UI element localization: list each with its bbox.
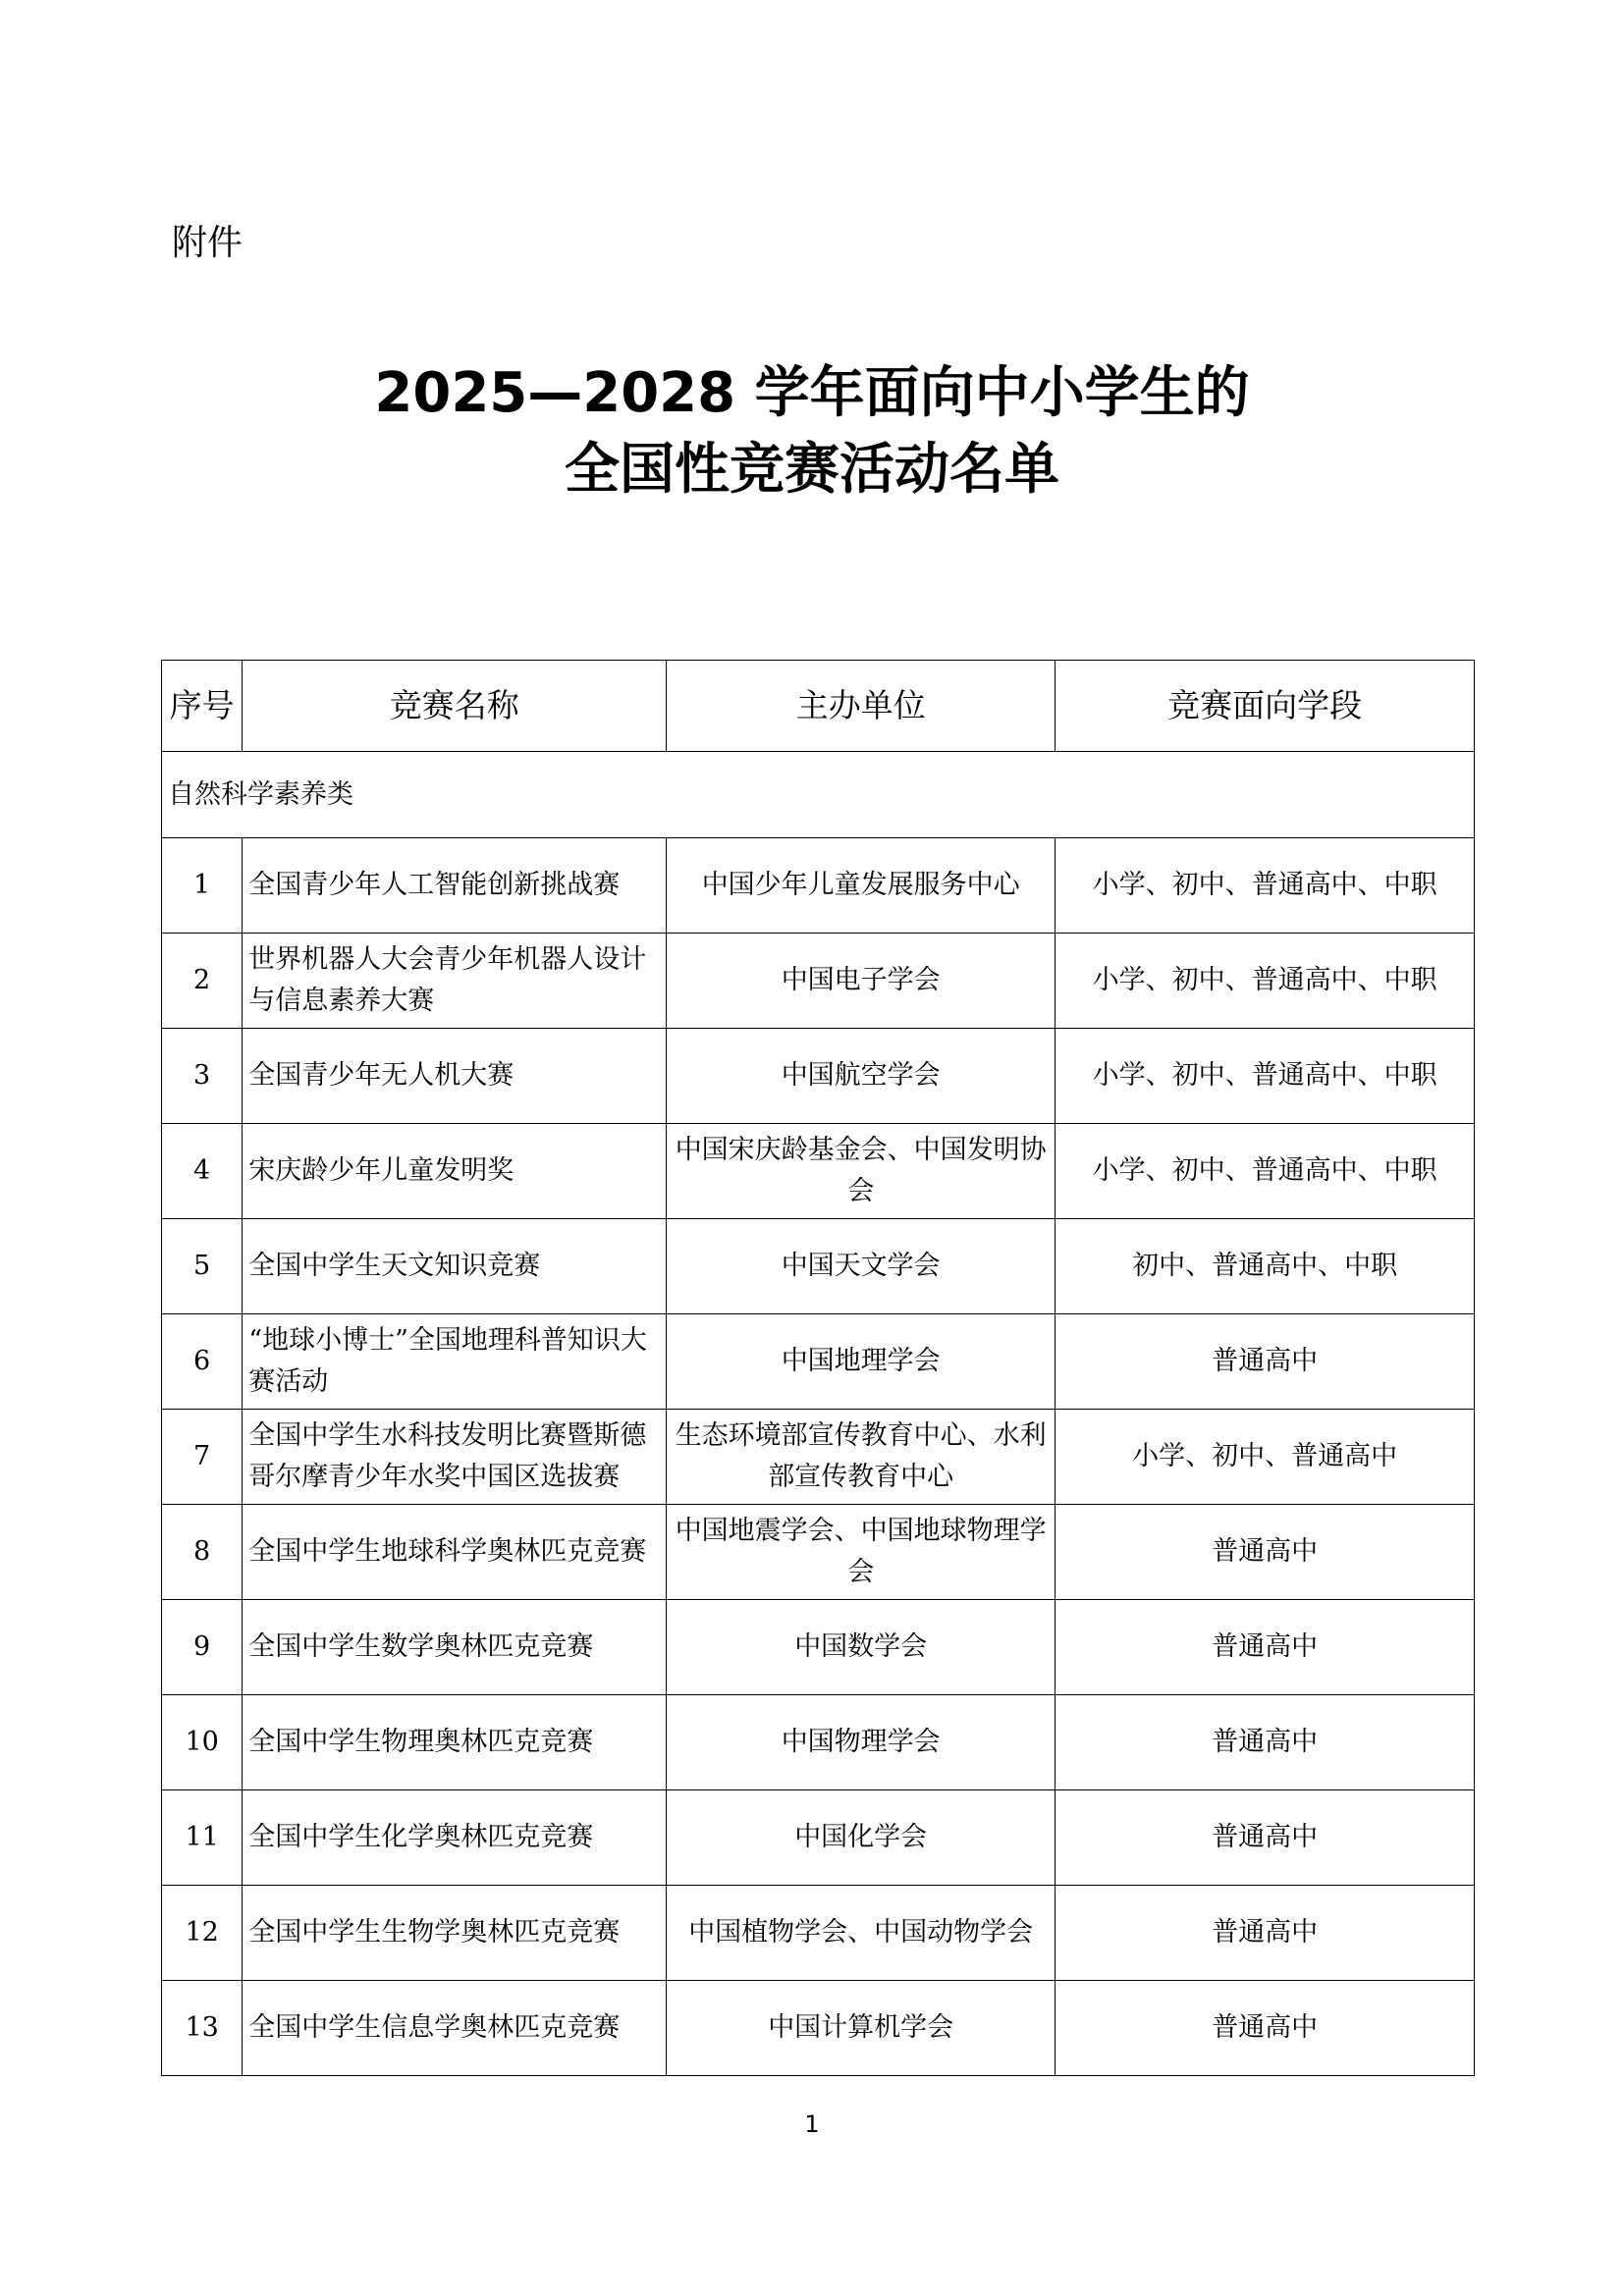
row-number: 9 (162, 1600, 243, 1695)
competition-name: 全国中学生物理奥林匹克竞赛 (243, 1695, 667, 1790)
organizer: 中国少年儿童发展服务中心 (667, 838, 1056, 934)
organizer: 中国天文学会 (667, 1219, 1056, 1314)
table-row (162, 1124, 1475, 1219)
organizer: 中国物理学会 (667, 1695, 1056, 1790)
row-number: 5 (162, 1219, 243, 1314)
competition-name: 全国中学生数学奥林匹克竞赛 (243, 1600, 667, 1695)
competition-table (161, 660, 1475, 2076)
competition-name: “地球小博士”全国地理科普知识大赛活动 (243, 1314, 667, 1410)
school-stage: 普通高中 (1056, 1600, 1475, 1695)
competition-name: 全国青少年无人机大赛 (243, 1029, 667, 1124)
competition-name: 全国中学生地球科学奥林匹克竞赛 (243, 1505, 667, 1600)
school-stage: 普通高中 (1056, 1981, 1475, 2076)
row-number: 6 (162, 1314, 243, 1410)
school-stage: 普通高中 (1056, 1314, 1475, 1410)
organizer: 生态环境部宣传教育中心、水利部宣传教育中心 (667, 1410, 1056, 1505)
table-row (162, 1886, 1475, 1981)
school-stage: 普通高中 (1056, 1505, 1475, 1600)
table-row (162, 1695, 1475, 1790)
attachment-label: 附件 (172, 223, 244, 263)
competition-name: 全国中学生信息学奥林匹克竞赛 (243, 1981, 667, 2076)
school-stage: 小学、初中、普通高中、中职 (1056, 1124, 1475, 1219)
header-competition-name: 竞赛名称 (243, 661, 667, 752)
school-stage: 小学、初中、普通高中、中职 (1056, 1029, 1475, 1124)
organizer: 中国电子学会 (667, 934, 1056, 1029)
school-stage: 普通高中 (1056, 1695, 1475, 1790)
school-stage: 小学、初中、普通高中、中职 (1056, 934, 1475, 1029)
organizer: 中国宋庆龄基金会、中国发明协会 (667, 1124, 1056, 1219)
table-row (162, 1981, 1475, 2076)
row-number: 4 (162, 1124, 243, 1219)
competition-name: 全国中学生生物学奥林匹克竞赛 (243, 1886, 667, 1981)
table-row (162, 1790, 1475, 1886)
organizer: 中国航空学会 (667, 1029, 1056, 1124)
row-number: 12 (162, 1886, 243, 1981)
table-row (162, 934, 1475, 1029)
row-number: 1 (162, 838, 243, 934)
row-number: 3 (162, 1029, 243, 1124)
organizer: 中国地震学会、中国地球物理学会 (667, 1505, 1056, 1600)
document-title (0, 355, 1624, 508)
row-number: 13 (162, 1981, 243, 2076)
header-school-stage: 竞赛面向学段 (1056, 661, 1475, 752)
competition-name: 全国中学生天文知识竞赛 (243, 1219, 667, 1314)
school-stage: 普通高中 (1056, 1886, 1475, 1981)
table-row (162, 1029, 1475, 1124)
category-row (162, 752, 1475, 838)
competition-name: 全国中学生化学奥林匹克竞赛 (243, 1790, 667, 1886)
table-row (162, 1600, 1475, 1695)
header-number: 序号 (162, 661, 243, 752)
header-organizer: 主办单位 (667, 661, 1056, 752)
table-row (162, 1219, 1475, 1314)
school-stage: 小学、初中、普通高中、中职 (1056, 838, 1475, 934)
row-number: 2 (162, 934, 243, 1029)
competition-name: 世界机器人大会青少年机器人设计与信息素养大赛 (243, 934, 667, 1029)
category-label: 自然科学素养类 (162, 752, 1475, 838)
row-number: 8 (162, 1505, 243, 1600)
page-number: 1 (804, 2110, 820, 2138)
table-row (162, 1410, 1475, 1505)
competition-name: 宋庆龄少年儿童发明奖 (243, 1124, 667, 1219)
organizer: 中国计算机学会 (667, 1981, 1056, 2076)
row-number: 11 (162, 1790, 243, 1886)
row-number: 7 (162, 1410, 243, 1505)
school-stage: 初中、普通高中、中职 (1056, 1219, 1475, 1314)
row-number: 10 (162, 1695, 243, 1790)
school-stage: 小学、初中、普通高中 (1056, 1410, 1475, 1505)
school-stage: 普通高中 (1056, 1790, 1475, 1886)
title-line-2: 全国性竞赛活动名单 (565, 438, 1059, 502)
table-row (162, 838, 1475, 934)
table-header-row (162, 661, 1475, 752)
organizer: 中国植物学会、中国动物学会 (667, 1886, 1056, 1981)
organizer: 中国数学会 (667, 1600, 1056, 1695)
table-row (162, 1505, 1475, 1600)
table-row (162, 1314, 1475, 1410)
organizer: 中国化学会 (667, 1790, 1056, 1886)
competition-name: 全国青少年人工智能创新挑战赛 (243, 838, 667, 934)
competition-name: 全国中学生水科技发明比赛暨斯德哥尔摩青少年水奖中国区选拔赛 (243, 1410, 667, 1505)
title-line-1: 2025—2028 学年面向中小学生的 (374, 361, 1250, 425)
organizer: 中国地理学会 (667, 1314, 1056, 1410)
